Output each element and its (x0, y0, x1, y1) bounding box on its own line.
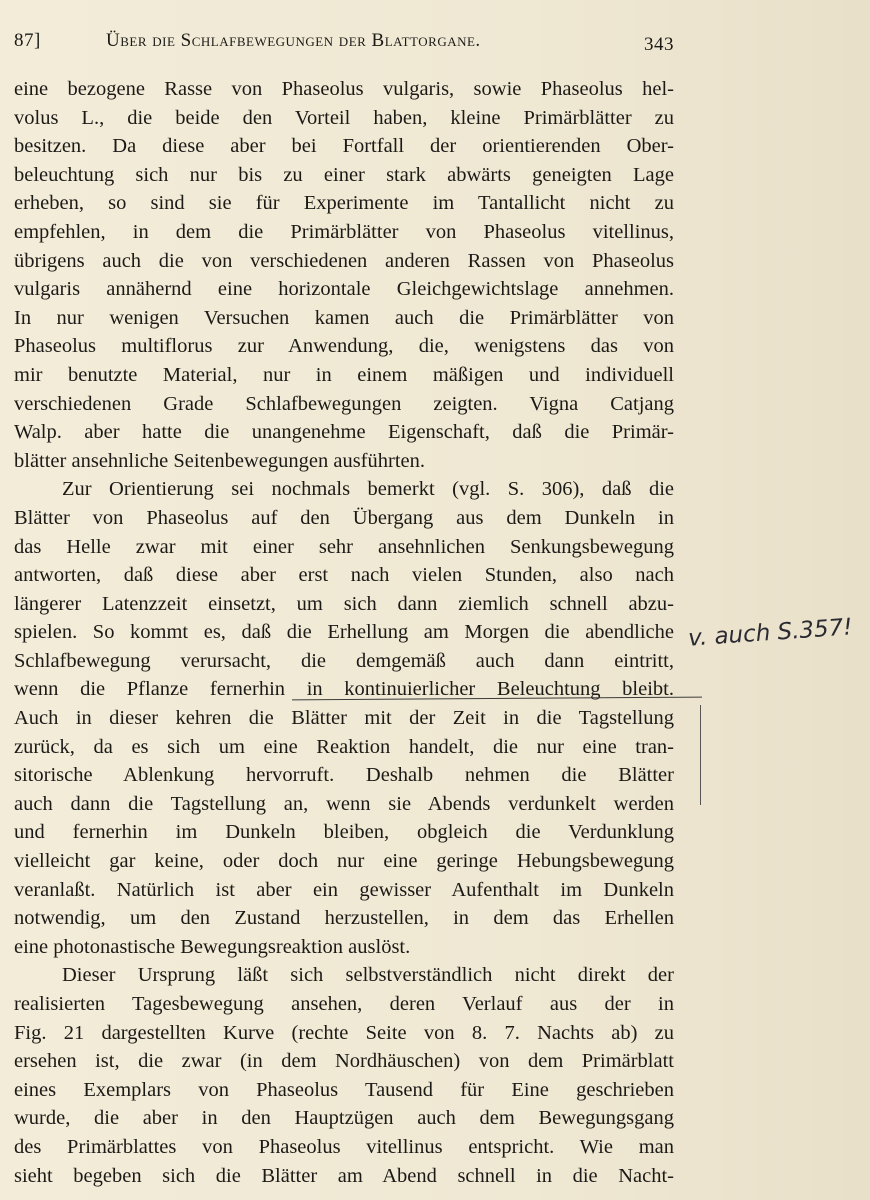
text-line: empfehlen, in dem die Primärblätter von Phaseolus vitellinus, (14, 220, 674, 243)
text-line: mir benutzte Material, nur in einem mäßigen und individuell (14, 363, 674, 386)
text-line: übrigens auch die von verschiedenen anderen Rassen von Phaseolus (14, 249, 674, 272)
text-line: realisierten Tagesbewegung ansehen, deren Verlauf aus der in (14, 993, 674, 1015)
text-line: notwendig, um den Zustand herzustellen, in dem das Erhellen (14, 907, 674, 930)
text-line: Zur Orientierung sei nochmals bemerkt (vgl. S. 306), daß die (62, 478, 674, 501)
body-text (14, 75, 674, 1190)
section-number: 87] (14, 30, 41, 51)
text-line: eines Exemplars von Phaseolus Tausend für Eine geschrieben (14, 1078, 674, 1101)
text-line: verschiedenen Grade Schlafbewegungen zeigten. Vigna Catjang (14, 392, 674, 415)
margin-bar-mark (700, 705, 701, 805)
text-line: Phaseolus multiflorus zur Anwendung, die, wenigstens das von (14, 335, 674, 358)
running-header (14, 30, 674, 60)
text-line: wurde, die aber in den Hauptzügen auch dem Bewegungsgang (14, 1107, 674, 1130)
text-line: auch dann die Tagstellung an, wenn sie Abends verdunkelt werden (14, 792, 674, 815)
text-line: des Primärblattes von Phaseolus vitellinus entspricht. Wie man (14, 1135, 674, 1158)
text-line: längerer Latenzzeit einsetzt, um sich dann ziemlich schnell abzu- (14, 592, 674, 615)
text-line: vulgaris annähernd eine horizontale Gleichgewichtslage annehmen. (14, 278, 674, 301)
text-line: Fig. 21 dargestellten Kurve (rechte Seite von 8. 7. Nachts ab) zu (14, 1021, 674, 1044)
text-line: antworten, daß diese aber erst nach vielen Stunden, also nach (14, 564, 674, 587)
text-line: In nur wenigen Versuchen kamen auch die Primärblätter von (14, 306, 674, 329)
text-line: besitzen. Da diese aber bei Fortfall der orientierenden Ober- (14, 135, 674, 158)
text-line: eine photonastische Bewegungsreaktion auslöst. (14, 935, 411, 958)
text-line: Schlafbewegung verursacht, die demgemäß auch dann eintritt, (14, 649, 674, 672)
text-line: Walp. aber hatte die unangenehme Eigenschaft, daß die Primär- (14, 421, 674, 444)
text-line: sieht begeben sich die Blätter am Abend schnell in die Nacht- (14, 1164, 674, 1187)
text-line: sitorische Ablenkung hervorruft. Deshalb nehmen die Blätter (14, 764, 674, 787)
text-line: zurück, da es sich um eine Reaktion handelt, die nur eine tran- (14, 735, 674, 758)
text-line: Blätter von Phaseolus auf den Übergang aus dem Dunkeln in (14, 506, 674, 529)
text-line: Auch in dieser kehren die Blätter mit der Zeit in die Tagstellung (14, 707, 674, 730)
handwritten-margin-note: v. auch S.357! (687, 614, 854, 652)
text-line: und fernerhin im Dunkeln bleiben, obgleich die Verdunklung (14, 821, 674, 844)
text-line: spielen. So kommt es, daß die Erhellung am Morgen die abendliche (14, 621, 674, 644)
text-line: eine bezogene Rasse von Phaseolus vulgaris, sowie Phaseolus hel- (14, 78, 674, 100)
text-line: das Helle zwar mit einer sehr ansehnlichen Senkungsbewegung (14, 535, 674, 558)
text-line: erheben, so sind sie für Experimente im Tantallicht nicht zu (14, 192, 674, 215)
text-line: ersehen ist, die zwar (in dem Nordhäuschen) von dem Primärblatt (14, 1050, 674, 1073)
text-line: veranlaßt. Natürlich ist aber ein gewisser Aufenthalt im Dunkeln (14, 878, 674, 901)
running-title: Über die Schlafbewegungen der Blattorgane. (106, 30, 481, 51)
text-line: blätter ansehnliche Seitenbewegungen ausführten. (14, 449, 425, 472)
text-line: vielleicht gar keine, oder doch nur eine geringe Hebungsbewegung (14, 850, 674, 873)
text-line: wenn die Pflanze fernerhin in kontinuierlicher Beleuchtung bleibt. (14, 678, 674, 701)
text-line: volus L., die beide den Vorteil haben, kleine Primärblätter zu (14, 106, 674, 129)
text-line: beleuchtung sich nur bis zu einer stark abwärts geneigten Lage (14, 163, 674, 186)
text-line: Dieser Ursprung läßt sich selbstverständlich nicht direkt der (62, 964, 674, 987)
page-number: 343 (644, 34, 674, 55)
